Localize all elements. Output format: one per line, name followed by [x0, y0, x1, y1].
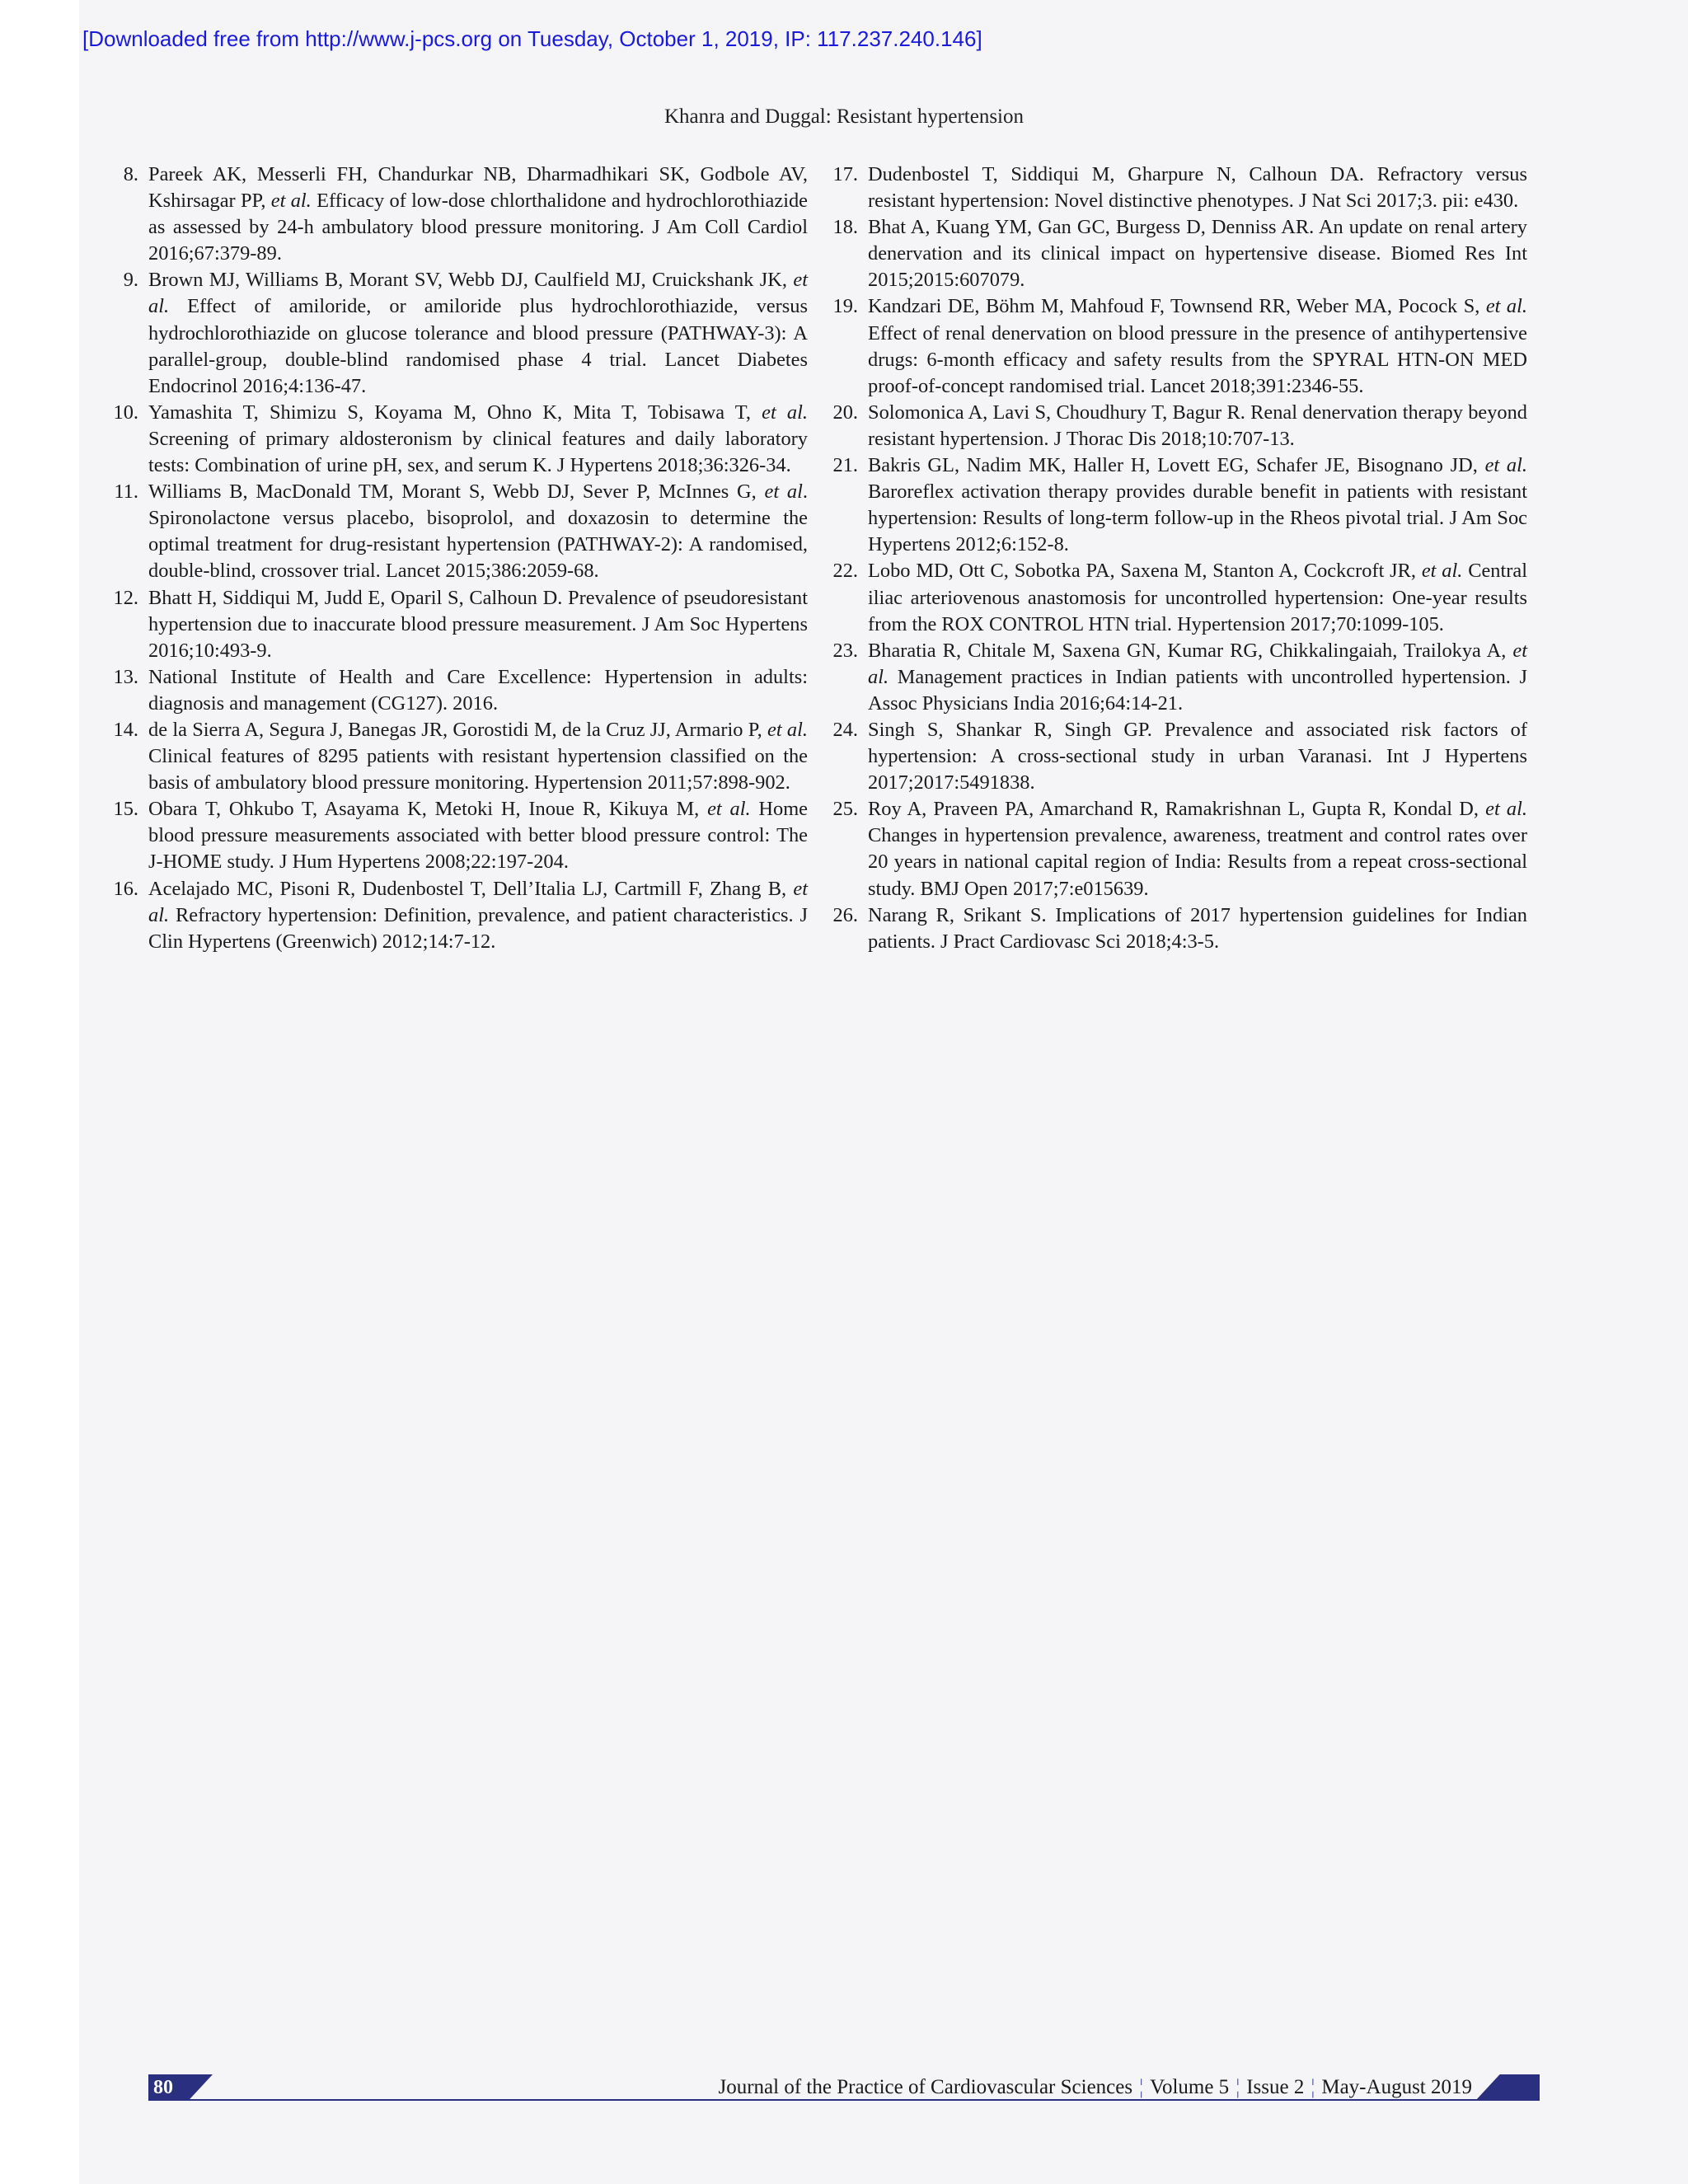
reference-item — [832, 452, 1527, 558]
reference-authors-text: Singh S, Shankar R, Singh GP. Prevalence and associated risk factors of hypertension: A cross-sectional study in urban Varanasi. Int J Hypertens 2017;2017:5491838. — [868, 718, 1527, 794]
reference-authors-text: Bhat A, Kuang YM, Gan GC, Burgess D, Denniss AR. An update on renal artery denervation and its clinical impact on hypertensive disease. Biomed Res Int 2015;2015:607079. — [868, 216, 1527, 292]
reference-authors-text: Kandzari DE, Böhm M, Mahfoud F, Townsend RR, Weber MA, Pocock S, — [868, 295, 1486, 318]
reference-authors-text: Lobo MD, Ott C, Sobotka PA, Saxena M, Stanton A, Cockcroft JR, — [868, 560, 1422, 583]
reference-text — [148, 796, 808, 875]
reference-item — [832, 902, 1527, 955]
footer-end-tab — [1475, 2074, 1540, 2101]
reference-item — [113, 664, 808, 717]
reference-text — [148, 162, 808, 267]
reference-number: 13. — [113, 665, 138, 688]
reference-text — [868, 902, 1527, 955]
reference-item — [832, 558, 1527, 637]
reference-et-al: et al. — [1421, 560, 1463, 583]
reference-text — [148, 400, 808, 479]
reference-et-al: et al. — [148, 269, 808, 318]
reference-number: 17. — [832, 163, 858, 185]
reference-authors-text: Bakris GL, Nadim MK, Haller H, Lovett EG, Schafer JE, Bisognano JD, — [868, 454, 1485, 477]
reference-item — [123, 267, 808, 399]
reference-text — [868, 717, 1527, 796]
reference-number: 9. — [123, 269, 138, 292]
reference-authors-text: Acelajado MC, Pisoni R, Dudenbostel T, Dell’Italia LJ, Cartmill F, Zhang B, — [148, 877, 794, 900]
reference-number: 22. — [832, 560, 858, 583]
download-banner: [Downloaded free from http://www.j-pcs.org on Tuesday, October 1, 2019, IP: 117.237.240.146] — [82, 26, 982, 51]
reference-text — [868, 558, 1527, 637]
reference-number: 19. — [832, 295, 858, 318]
reference-authors-text: Williams B, MacDonald TM, Morant S, Webb DJ, Sever P, McInnes G, — [148, 480, 765, 504]
reference-authors-text: Obara T, Ohkubo T, Asayama K, Metoki H, Inoue R, Kikuya M, — [148, 798, 708, 821]
reference-et-al: et al. — [1485, 798, 1527, 821]
reference-authors-text: Bharatia R, Chitale M, Saxena GN, Kumar RG, Chikkalingaiah, Trailokya A, — [868, 639, 1513, 662]
reference-item — [113, 585, 808, 664]
reference-citation-text: Home blood pressure measurements associated with better blood pressure control: The J-HOME study. J Hum Hypertens 2008;22:197-204. — [148, 798, 808, 874]
reference-citation-text: Clinical features of 8295 patients with resistant hypertension classified on the basis of ambulatory blood pressure monitoring. Hypertension 2011;57:898-902. — [148, 745, 808, 794]
reference-et-al: et al. — [707, 798, 751, 821]
reference-authors-text: Yamashita T, Shimizu S, Koyama M, Ohno K, Mita T, Tobisawa T, — [148, 401, 762, 424]
reference-et-al: et al. — [767, 718, 808, 741]
reference-authors-text: Pareek AK, Messerli FH, Chandurkar NB, Dharmadhikari SK, Godbole AV, Kshirsagar PP, — [148, 163, 808, 213]
reference-authors-text: Bhatt H, Siddiqui M, Judd E, Oparil S, Calhoun D. Prevalence of pseudoresistant hypertension due to inaccurate blood pressure measurement. J Am Soc Hypertens 2016;10:493-9. — [148, 586, 808, 662]
reference-item — [113, 796, 808, 875]
reference-et-al: et al. — [270, 190, 312, 213]
reference-item — [832, 400, 1527, 452]
reference-item — [123, 162, 808, 267]
running-head: Khanra and Duggal: Resistant hypertension — [663, 105, 1024, 128]
footer-separator: ¦ — [1236, 2076, 1240, 2098]
reference-number: 16. — [113, 877, 138, 900]
reference-citation-text: Effect of renal denervation on blood pressure in the presence of antihypertensive drugs: 6-month efficacy and safety results from the SPYRAL HTN-ON MED proof-of-concept randomised trial. Lancet 2018;391:2346-55. — [868, 321, 1527, 397]
reference-number: 12. — [113, 586, 138, 609]
reference-text — [868, 400, 1527, 452]
journal-issue: Issue 2 — [1246, 2076, 1305, 2098]
reference-citation-text: Changes in hypertension prevalence, awareness, treatment and control rates over 20 years in national capital region of India: Results from a repeat cross-sectional study. BMJ Open 2017;7:e015639. — [868, 824, 1527, 900]
journal-date: May-August 2019 — [1321, 2076, 1472, 2098]
reference-item — [832, 214, 1527, 293]
reference-text — [148, 717, 808, 796]
reference-et-al: et al. — [1485, 295, 1527, 318]
footer-separator: ¦ — [1311, 2076, 1315, 2098]
reference-et-al: et al — [764, 480, 803, 504]
references-left-column — [113, 162, 809, 955]
reference-text — [148, 664, 808, 717]
reference-item — [832, 293, 1527, 399]
journal-name: Journal of the Practice of Cardiovascular Sciences — [718, 2076, 1133, 2098]
reference-citation-text: . Spironolactone versus placebo, bisoprolol, and doxazosin to determine the optimal treatment for drug-resistant hypertension (PATHWAY-2): A randomised, double-blind, crossover trial. Lancet 2015;386:2059-68. — [148, 480, 809, 583]
reference-citation-text: Screening of primary aldosteronism by clinical features and daily laboratory tests: Combination of urine pH, sex, and serum K. J Hypertens 2018;36:326-34. — [148, 427, 808, 477]
reference-item — [113, 400, 808, 479]
reference-item — [832, 162, 1527, 214]
reference-number: 21. — [832, 454, 858, 477]
reference-number: 24. — [832, 718, 858, 741]
reference-text — [148, 585, 808, 664]
reference-number: 10. — [113, 401, 138, 424]
reference-authors-text: Dudenbostel T, Siddiqui M, Gharpure N, Calhoun DA. Refractory versus resistant hypertension: Novel distinctive phenotypes. J Nat Sci 2017;3. pii: e430. — [868, 163, 1527, 213]
reference-text — [868, 638, 1527, 717]
reference-text — [868, 452, 1527, 558]
reference-text — [868, 293, 1527, 399]
reference-et-al: et al. — [762, 401, 808, 424]
reference-item — [832, 796, 1527, 902]
references-right-column — [832, 162, 1527, 955]
journal-citation — [719, 2074, 1473, 2101]
reference-item — [832, 638, 1527, 717]
reference-number: 18. — [832, 216, 858, 239]
reference-text — [868, 162, 1527, 214]
reference-citation-text: Management practices in Indian patients with uncontrolled hypertension. J Assoc Physicians India 2016;64:14-21. — [868, 665, 1527, 715]
reference-authors-text: Narang R, Srikant S. Implications of 2017 hypertension guidelines for Indian patients. J Pract Cardiovasc Sci 2018;4:3-5. — [868, 903, 1527, 953]
reference-text — [148, 267, 808, 399]
journal-volume: Volume 5 — [1150, 2076, 1230, 2098]
page-footer — [148, 2074, 1540, 2101]
page-number: 80 — [153, 2077, 173, 2098]
reference-authors-text: Roy A, Praveen PA, Amarchand R, Ramakrishnan L, Gupta R, Kondal D, — [868, 798, 1486, 821]
reference-number: 23. — [832, 639, 858, 662]
reference-text — [148, 876, 808, 955]
reference-number: 15. — [113, 798, 138, 821]
reference-text — [868, 214, 1527, 293]
reference-text — [868, 796, 1527, 902]
reference-et-al: et al. — [1484, 454, 1527, 477]
reference-citation-text: Refractory hypertension: Definition, prevalence, and patient characteristics. J Clin Hypertens (Greenwich) 2012;14:7-12. — [148, 903, 808, 953]
reference-number: 20. — [832, 401, 858, 424]
reference-number: 11. — [114, 480, 138, 504]
reference-citation-text: Effect of amiloride, or amiloride plus hydrochlorothiazide, versus hydrochlorothiazide on glucose tolerance and blood pressure (PATHWAY-3): A parallel-group, double-blind randomised phase 4 trial. Lancet Diabetes Endocrinol 2016;4:136-47. — [148, 295, 808, 397]
reference-et-al: et al. — [148, 877, 808, 926]
reference-authors-text: Solomonica A, Lavi S, Choudhury T, Bagur R. Renal denervation therapy beyond resistant hypertension. J Thorac Dis 2018;10:707-13. — [868, 401, 1527, 450]
reference-item — [114, 479, 809, 584]
reference-number: 8. — [123, 163, 138, 185]
reference-et-al: et al. — [868, 639, 1527, 688]
reference-number: 14. — [113, 718, 138, 741]
reference-citation-text: Central iliac arteriovenous anastomosis for uncontrolled hypertension: One-year results from the ROX CONTROL HTN trial. Hypertension 2017;70:1099-105. — [868, 560, 1527, 635]
reference-item — [113, 876, 808, 955]
reference-citation-text: Efficacy of low-dose chlorthalidone and hydrochlorothiazide as assessed by 24-h ambulatory blood pressure monitoring. J Am Coll Cardiol 2016;67:379-89. — [148, 190, 808, 265]
reference-authors-text: de la Sierra A, Segura J, Banegas JR, Gorostidi M, de la Cruz JJ, Armario P, — [148, 718, 768, 741]
reference-item — [832, 717, 1527, 796]
reference-item — [113, 717, 808, 796]
reference-number: 25. — [832, 798, 858, 821]
reference-authors-text: Brown MJ, Williams B, Morant SV, Webb DJ, Caulfield MJ, Cruickshank JK, — [148, 269, 794, 292]
reference-number: 26. — [832, 903, 858, 926]
reference-text — [148, 479, 808, 584]
footer-separator: ¦ — [1139, 2076, 1144, 2098]
reference-citation-text: Baroreflex activation therapy provides durable benefit in patients with resistant hypertension: Results of long-term follow-up in the Rheos pivotal trial. J Am Soc Hypertens 2012;6:152-8. — [868, 480, 1527, 556]
reference-authors-text: National Institute of Health and Care Excellence: Hypertension in adults: diagnosis and management (CG127). 2016. — [148, 665, 808, 715]
